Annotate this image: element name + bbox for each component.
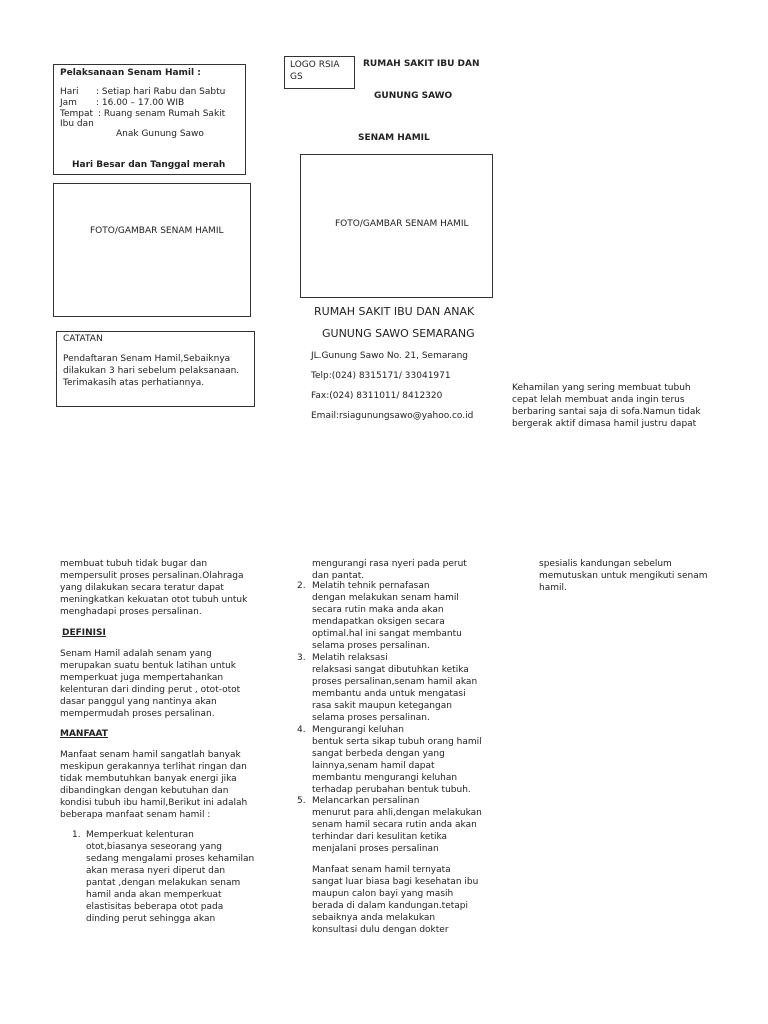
text-line: kelenturan dari dinding perut , otot-otot (60, 685, 241, 695)
schedule-note: Hari Besar dan Tanggal merah (72, 160, 226, 170)
intro-line: Kehamilan yang sering membuat tubuh (512, 383, 691, 393)
schedule-box (53, 64, 246, 175)
list-number: 5. (297, 796, 306, 806)
logo-box (284, 56, 355, 89)
text-line: elastisitas beberapa otot pada (86, 902, 224, 912)
list-item-body (312, 592, 462, 652)
list-item-title: Memperkuat kelenturan (86, 830, 194, 840)
text-line: yang dilakukan secara teratur dapat (60, 583, 224, 593)
text-line: menghadapi proses persalinan. (60, 607, 202, 617)
col2-continuation (312, 558, 467, 582)
text-line: sebaiknya anda melakukan (312, 913, 436, 923)
text-line: mempersulit proses persalinan.Olahraga (60, 571, 244, 581)
text-line: bentuk serta sikap tubuh orang hamil (312, 737, 482, 747)
text-line: Manfaat senam hamil ternyata (312, 865, 451, 875)
catatan-line: Terimakasih atas perhatiannya. (63, 378, 205, 388)
definisi-text (60, 648, 240, 720)
intro-line: bergerak aktif dimasa hamil justru dapat (512, 419, 697, 429)
tempat-value: : Ruang senam Rumah Sakit (98, 109, 226, 119)
list-item-body (312, 664, 477, 724)
text-line: membantu mengurangi keluhan (312, 773, 458, 783)
hospital-name1: RUMAH SAKIT IBU DAN ANAK (314, 305, 475, 318)
text-line: senam hamil secara rutin anda akan (312, 820, 477, 830)
hospital-name2: GUNUNG SAWO SEMARANG (322, 327, 475, 340)
definisi-heading: DEFINISI (62, 628, 106, 638)
closing-paragraph (312, 864, 478, 936)
catatan-line: dilakukan 3 hari sebelum pelaksanaan. (63, 366, 240, 376)
text-line: proses persalinan,senam hamil akan (312, 677, 478, 687)
hari-value: : Setiap hari Rabu dan Sabtu (96, 87, 226, 97)
hari-label: Hari (60, 87, 79, 97)
list-item-body (312, 807, 482, 855)
text-line: merupakan suatu bentuk latihan untuk (60, 661, 237, 671)
text-line: sangat luar biasa bagi kesehatan ibu (312, 877, 479, 887)
text-line: selama proses persalinan. (312, 641, 430, 651)
hospital-address: JL.Gunung Sawo No. 21, Semarang (311, 351, 468, 361)
list-number: 1. (72, 830, 81, 840)
header-line2: GUNUNG SAWO (374, 91, 453, 101)
photo-left-label: FOTO/GAMBAR SENAM HAMIL (90, 226, 224, 236)
text-line: memutuskan untuk mengikuti senam (539, 571, 708, 581)
text-line: membuat tubuh tidak bugar dan (60, 559, 208, 569)
photo-right-label: FOTO/GAMBAR SENAM HAMIL (335, 219, 469, 229)
text-line: dasar panggul yang nantinya akan (60, 697, 217, 707)
text-line: menjalani proses persalinan (312, 844, 439, 854)
text-line: otot,biasanya seseorang yang (86, 842, 222, 852)
list-number: 2. (297, 581, 306, 591)
text-line: rasa sakit maupun ketegangan (312, 701, 452, 711)
tempat-cont2: Anak Gunung Sawo (116, 129, 204, 139)
catatan-title: CATATAN (63, 334, 103, 344)
catatan-text (63, 353, 239, 389)
list-item-body (86, 841, 254, 925)
text-line: hamil anda akan memperkuat (86, 890, 222, 900)
text-line: dan pantat. (312, 571, 365, 581)
text-line: kondisi tubuh ibu hamil,Berikut ini adalah (60, 798, 248, 808)
text-line: mendapatkan oksigen secara (312, 617, 445, 627)
text-line: mengurangi rasa nyeri pada perut (312, 559, 467, 569)
text-line: tidak membutuhkan banyak energi jika (60, 774, 237, 784)
text-line: lainnya,senam hamil dapat (312, 761, 435, 771)
text-line: hamil. (539, 583, 567, 593)
text-line: selama proses persalinan. (312, 713, 430, 723)
list-item-body (312, 736, 482, 796)
text-line: dinding perut sehingga akan (86, 914, 216, 924)
text-line: beberapa manfaat senam hamil : (60, 810, 211, 820)
text-line: memperkuat juga mempertahankan (60, 673, 224, 683)
text-line: optimal.hal ini sangat membantu (312, 629, 462, 639)
brochure-title: SENAM HAMIL (358, 133, 430, 143)
list-number: 4. (297, 725, 306, 735)
intro-text (512, 382, 701, 430)
text-line: konsultasi dulu dengan dokter (312, 925, 449, 935)
text-line: dibandingkan dengan kebutuhan dan (60, 786, 229, 796)
list-item-title: Melancarkan persalinan (312, 796, 420, 806)
text-line: Senam Hamil adalah senam yang (60, 649, 212, 659)
text-line: meskipun gerakannya terlihat ringan dan (60, 762, 247, 772)
text-line: sangat berbeda dengan yang (312, 749, 445, 759)
hospital-telp: Telp:(024) 8315171/ 33041971 (311, 371, 451, 381)
catatan-line: Pendaftaran Senam Hamil,Sebaiknya (63, 354, 231, 364)
jam-value: : 16.00 – 17.00 WIB (96, 98, 185, 108)
photo-left (53, 183, 251, 317)
text-line: Manfaat senam hamil sangatlah banyak (60, 750, 241, 760)
intro-line: berbaring santai saja di sofa.Namun tidak (512, 407, 701, 417)
list-item-title: Melatih tehnik pernafasan (312, 581, 430, 591)
text-line: secara rutin maka anda akan (312, 605, 444, 615)
text-line: relaksasi sangat dibutuhkan ketika (312, 665, 469, 675)
text-line: spesialis kandungan sebelum (539, 559, 672, 569)
text-line: menurut para ahli,dengan melakukan (312, 808, 482, 818)
text-line: membantu anda untuk mengatasi (312, 689, 466, 699)
text-line: berada di dalam kandungan.tetapi (312, 901, 469, 911)
list-number: 3. (297, 653, 306, 663)
hospital-email: Email:rsiagunungsawo@yahoo.co.id (311, 411, 474, 421)
photo-right (300, 154, 493, 298)
logo-line1: LOGO RSIA (290, 60, 340, 70)
text-line: terhadap perubahan bentuk tubuh. (312, 785, 471, 795)
col3-paragraph (539, 558, 708, 594)
text-line: terhindar dari kesulitan ketika (312, 832, 448, 842)
list-item-title: Mengurangi keluhan (312, 725, 404, 735)
schedule-heading: Pelaksanaan Senam Hamil : (60, 68, 201, 78)
manfaat-heading: MANFAAT (60, 729, 108, 739)
text-line: akan merasa nyeri diperut dan (86, 866, 226, 876)
catatan-box (56, 331, 255, 407)
logo-line2: GS (290, 72, 303, 82)
list-item-title: Melatih relaksasi (312, 653, 388, 663)
text-line: dengan melakukan senam hamil (312, 593, 459, 603)
text-line: pantat ,dengan melakukan senam (86, 878, 241, 888)
intro-line: cepat lelah membuat anda ingin terus (512, 395, 685, 405)
text-line: sedang mengalami proses kehamilan (86, 854, 255, 864)
col1-paragraph (60, 558, 247, 618)
tempat-label: Tempat (60, 109, 94, 119)
jam-label: Jam (60, 98, 77, 108)
text-line: meningkatkan kekuatan otot tubuh untuk (60, 595, 248, 605)
manfaat-text (60, 749, 247, 821)
header-line1: RUMAH SAKIT IBU DAN (363, 59, 480, 69)
text-line: maupun calon bayi yang masih (312, 889, 454, 899)
tempat-cont: Ibu dan (60, 119, 94, 129)
hospital-fax: Fax:(024) 8311011/ 8412320 (311, 391, 443, 401)
text-line: mempermudah proses persalinan. (60, 709, 215, 719)
